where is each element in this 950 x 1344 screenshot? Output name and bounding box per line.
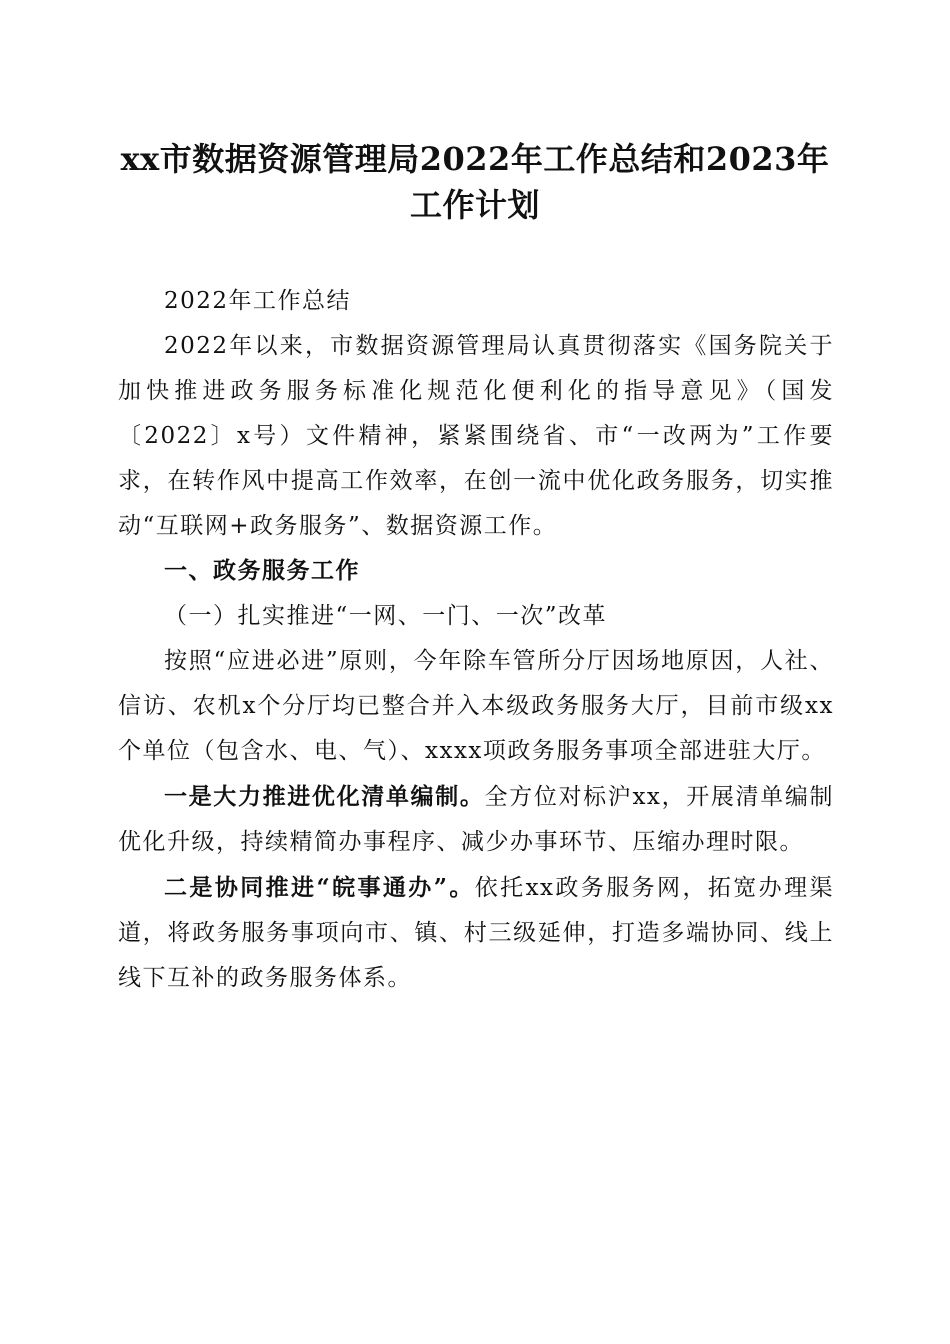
paragraph-lead: 二是协同推进“皖事通办”。 [164, 874, 475, 901]
paragraph-text: 依托xx政务服务网，拓宽办理渠道，将政务服务事项向市、镇、村三级延伸，打造多端协同、线上线下互补的政务服务体系。 [118, 875, 834, 991]
paragraph-reform: 按照“应进必进”原则，今年除车管所分厅因场地原因，人社、信访、农机x个分厅均已整合并入本级政务服务大厅，目前市级xx个单位（包含水、电、气）、xxxx项政务服务事项全部进驻大厅。 [118, 648, 834, 764]
document-title: xx市数据资源管理局2022年工作总结和2023年工作计划 [120, 140, 830, 224]
paragraph-lead: 一是大力推进优化清单编制。 [164, 783, 485, 810]
heading-level-1: 一、政务服务工作 [164, 558, 360, 584]
paragraph-text: 全方位对标沪xx，开展清单编制优化升级，持续精简办事程序、减少办事环节、压缩办理时限。 [118, 784, 834, 855]
section-label: 2022年工作总结 [164, 288, 352, 314]
heading-level-2: （一）扎实推进“一网、一门、一次”改革 [164, 603, 608, 629]
intro-paragraph: 2022年以来，市数据资源管理局认真贯彻落实《国务院关于加快推进政务服务标准化规范化便利化的指导意见》（国发〔2022〕x号）文件精神，紧紧围绕省、市“一改两为”工作要求，在转作风中提高工作效率，在创一流中优化政务服务，切实推动“互联网+政务服务”、数据资源工作。 [118, 333, 834, 539]
paragraph-wanshitongban [118, 865, 834, 1001]
document-body [118, 279, 834, 1001]
paragraph-list-optimization [118, 774, 834, 865]
